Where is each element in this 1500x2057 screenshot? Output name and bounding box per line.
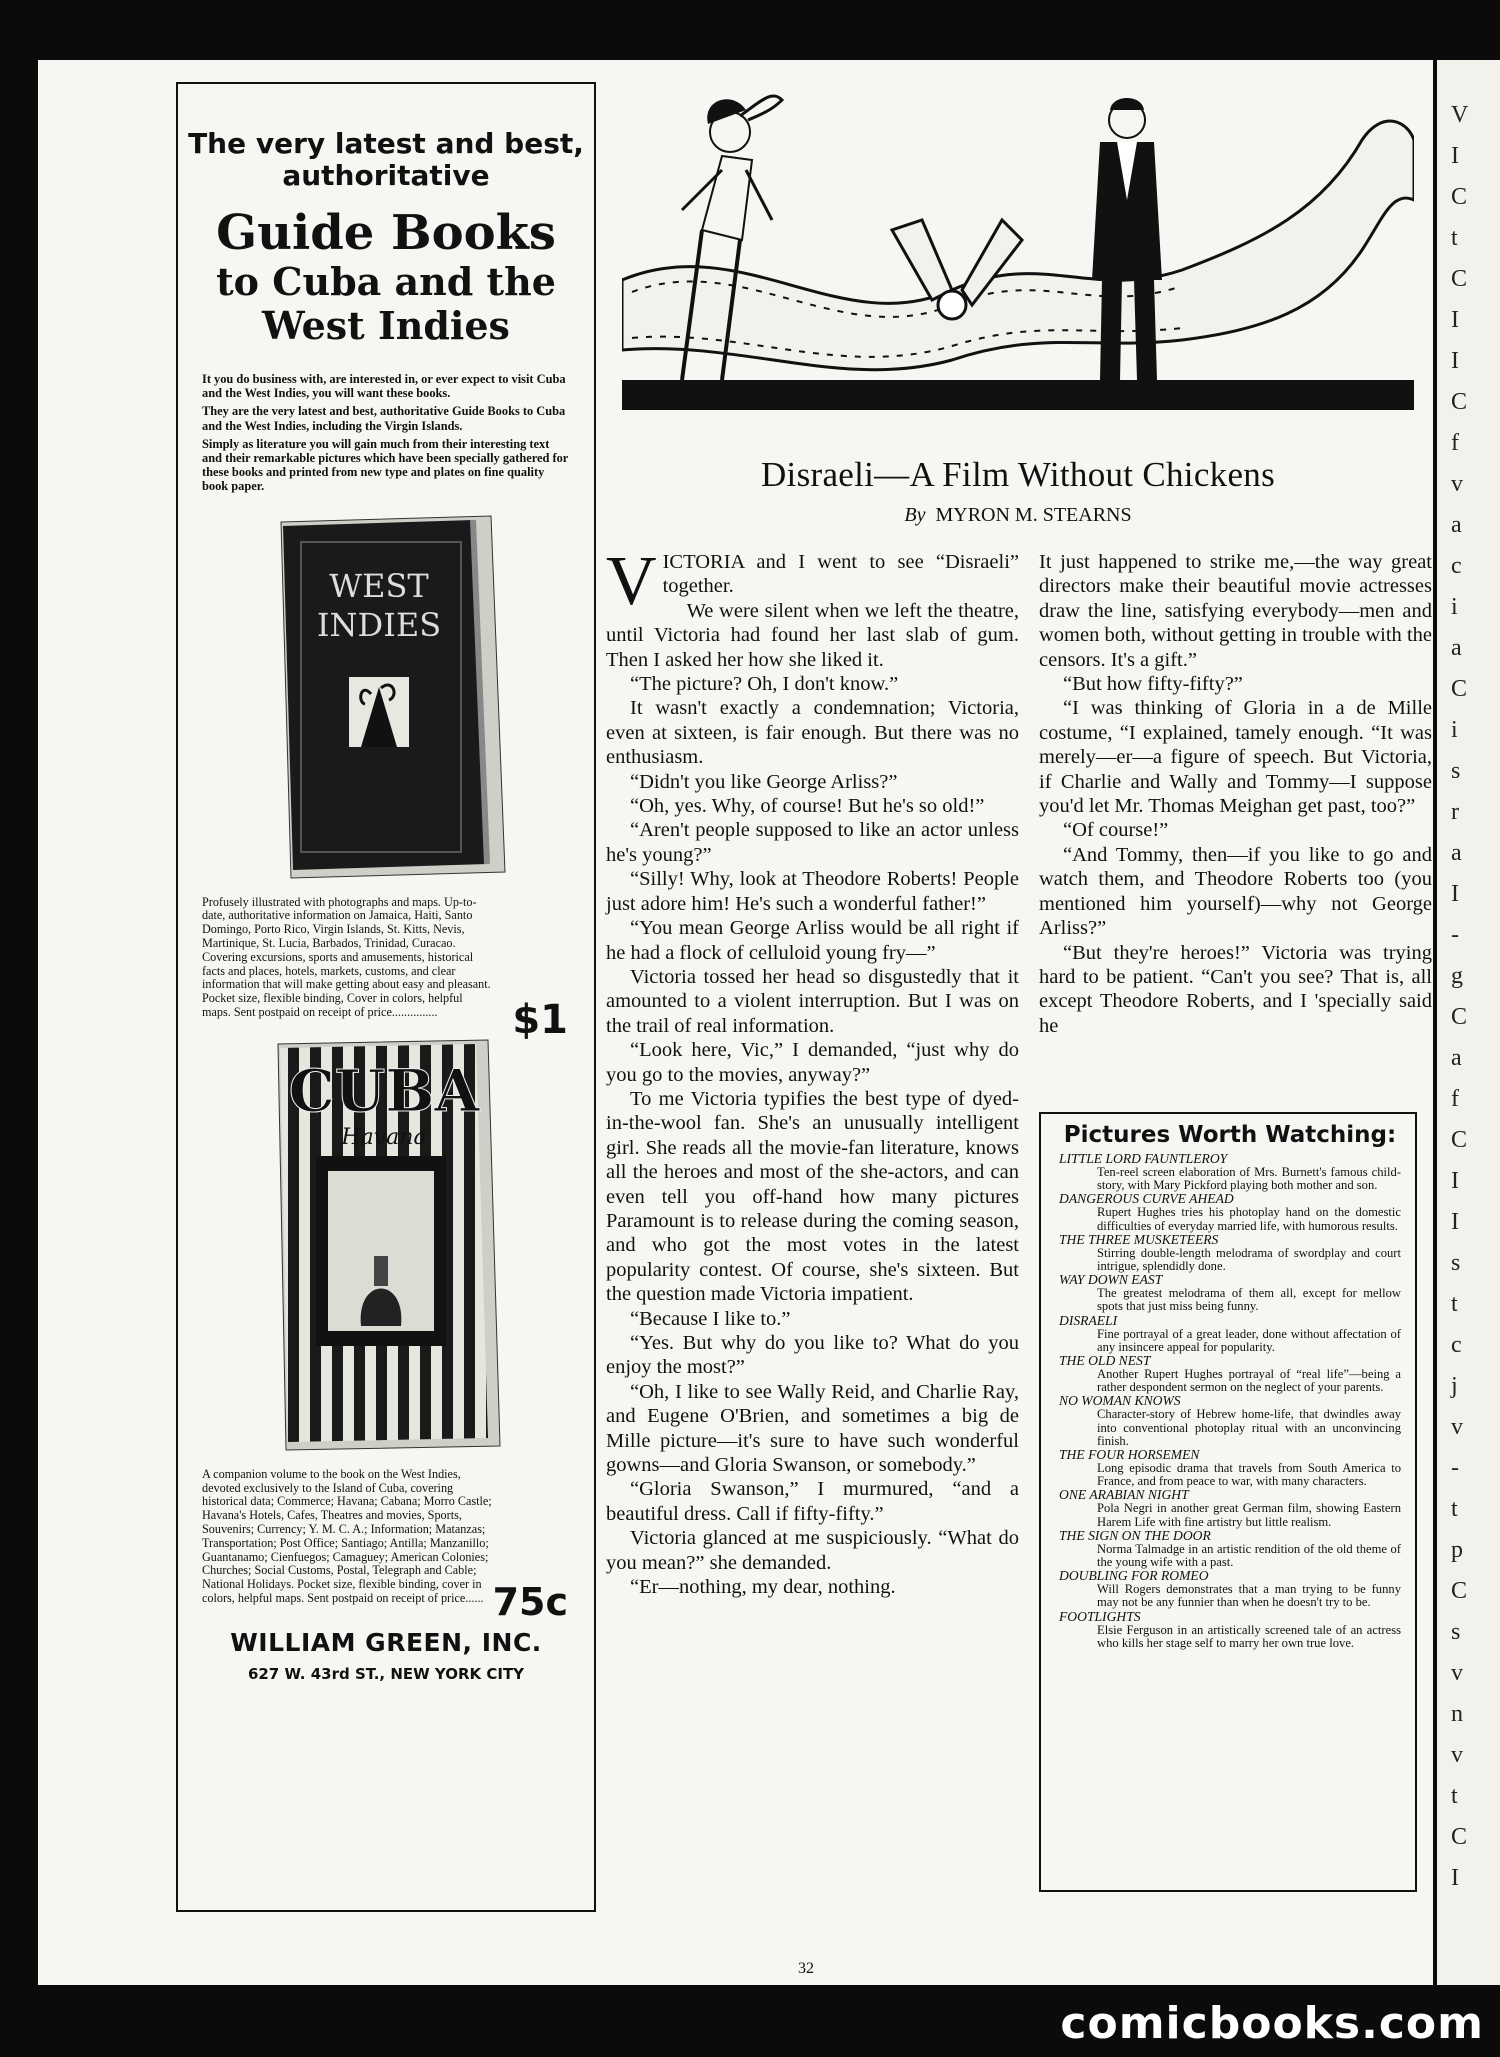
page-number: 32 <box>798 1960 814 1977</box>
movie-entry <box>1059 1314 1401 1354</box>
film-ribbon-illustration <box>622 80 1414 420</box>
facing-page-letter: v <box>1451 471 1463 497</box>
movie-entry <box>1059 1610 1401 1650</box>
facing-page-letter: t <box>1451 1783 1458 1809</box>
facing-page-letter: I <box>1451 1209 1459 1235</box>
ad-address: 627 W. 43rd ST., NEW YORK CITY <box>247 1664 525 1683</box>
facing-page-letter: v <box>1451 1414 1463 1440</box>
facing-page-letter: a <box>1451 512 1462 538</box>
cuba-price: 75c <box>492 1579 568 1624</box>
cuba-description-text: A companion volume to the book on the West Indies, devoted exclusively to the Island of Cuba, covering historical data; Commerce; Havana; Cabana; Morro Castle; Havana's Hotels, Cafes, Theatres and movies, Sports, Souvenirs; Currency; Y. M. C. A.; Information; Matanzas; Transportation; Post Office; Santiago; Antilla; Manzanillo; Guantanamo; Cienfuegos; Camaguey; American Colonies; Churches; Social Customs, Postal, Telegraph and Cable; National Holidays. Pocket size, flexible binding, cover in colors, helpful maps. Sent postpaid on receipt of price...... <box>202 1466 492 1605</box>
movie-title: THE THREE MUSKETEERS <box>1059 1231 1219 1247</box>
facing-page-letter: a <box>1451 1045 1462 1071</box>
facing-page-letter: f <box>1451 430 1459 456</box>
movie-title: THE OLD NEST <box>1059 1353 1151 1369</box>
facing-page-letter: I <box>1451 348 1459 374</box>
west-indies-description-text: Profusely illustrated with photographs and maps. Up-to-date, authoritative information on Jamaica, Haiti, Santo Domingo, Porto Rico, Virgin Islands, St. Kitts, Nevis, Martinique, St. Lucia, Barbados, Trinidad, Curacao. Covering excursions, sports and amusements, historical facts and places, hotels, markets, customs, and clear information that will make getting about easy and pleasant. Pocket size, flexible binding, Cover in colors, helpful maps. Sent postpaid on receipt of price............... <box>202 894 491 1019</box>
article-paragraph: We were silent when we left the theatre, until Victoria had found her last slab of gum. Then I asked her how she liked it. <box>606 599 1019 671</box>
facing-page-letter: - <box>1451 922 1459 948</box>
facing-page-letter: I <box>1451 307 1459 333</box>
ad-intro-paragraph: Simply as literature you will gain much from their interesting text and their remarkable pictures which have been specially gathered for these books and printed from new type and plates on fine quality book paper. <box>202 436 569 494</box>
movie-description: Character-story of Hebrew home-life, that dwindles away into conventional photoplay ritual with an unconvincing finish. <box>1097 1407 1401 1448</box>
article-paragraph: Victoria tossed her head so disgustedly that it amounted to a violent interruption. But I was on the trail of real information. <box>606 965 1019 1037</box>
movie-entry <box>1059 1233 1401 1273</box>
article-paragraph: “Look here, Vic,” I demanded, “just why do you go to the movies, anyway?” <box>606 1039 1019 1086</box>
west-indies-price: $1 <box>512 997 568 1043</box>
movie-entry <box>1059 1273 1401 1313</box>
facing-page-letter: C <box>1451 1824 1468 1850</box>
drop-cap: V <box>606 543 657 620</box>
movie-title: ONE ARABIAN NIGHT <box>1059 1487 1189 1503</box>
facing-page-letter: c <box>1451 553 1462 579</box>
facing-page-letter: s <box>1451 1250 1461 1276</box>
facing-page-letter: i <box>1451 594 1458 620</box>
facing-page-letter: f <box>1451 1086 1459 1112</box>
west-indies-book-title: INDIES <box>316 605 442 644</box>
movie-title: WAY DOWN EAST <box>1059 1272 1163 1288</box>
cuba-book-subtitle: Havana <box>341 1124 427 1150</box>
facing-page-letter: I <box>1451 1865 1459 1891</box>
west-indies-description <box>202 894 572 1043</box>
article-paragraph: “And Tommy, then—if you like to go and watch them, and Theodore Roberts too (you mentioned him yourself)—why not George Arliss?” <box>1039 843 1432 940</box>
facing-page-letter: a <box>1451 840 1462 866</box>
movie-title: FOOTLIGHTS <box>1059 1608 1141 1624</box>
cuba-book-title: CUBA <box>288 1056 480 1125</box>
article-paragraph: “Aren't people supposed to like an actor unless he's young?” <box>606 819 1019 866</box>
movie-title: DOUBLING FOR ROMEO <box>1059 1568 1209 1584</box>
article-paragraph: “But they're heroes!” Victoria was trying hard to be patient. “Can't you see? That is, all except Theodore Roberts, and I 'specially said he <box>1039 941 1432 1037</box>
article-paragraph: “Yes. But why do you like to? What do you enjoy the most?” <box>606 1332 1019 1379</box>
facing-page-letter: g <box>1451 963 1463 989</box>
facing-page-edge <box>1437 60 1500 1985</box>
facing-page-letter: a <box>1451 635 1462 661</box>
article-paragraph: “Gloria Swanson,” I murmured, “and a beautiful dress. Call if fifty-fifty.” <box>606 1478 1019 1525</box>
movie-entry <box>1059 1529 1401 1569</box>
ad-publisher: WILLIAM GREEN, INC. <box>230 1627 542 1657</box>
movie-title: LITTLE LORD FAUNTLEROY <box>1059 1151 1228 1166</box>
article-paragraph-text: ICTORIA and I went to see “Disraeli” together. <box>662 551 1019 598</box>
movie-description: Another Rupert Hughes portrayal of “real life”—being a rather despondent sermon on the neglect of your parents. <box>1097 1367 1401 1395</box>
movie-description: Elsie Ferguson in an artistically screened tale of an actress who kills her stage self to marry her own true love. <box>1097 1622 1401 1650</box>
facing-page-letter: C <box>1451 389 1468 415</box>
movie-description: Fine portrayal of a great leader, done without affectation of any insincere appeal for popularity. <box>1097 1326 1401 1354</box>
watermark: comicbooks.com <box>1060 1998 1484 2049</box>
article-paragraph: “Didn't you like George Arliss?” <box>630 770 898 793</box>
movie-description: Pola Negri in another great German film, showing Eastern Harem Life with fine artistry but little realism. <box>1097 1501 1401 1529</box>
article-title: Disraeli—A Film Without Chickens <box>760 455 1276 494</box>
movie-title: DISRAELI <box>1059 1312 1118 1328</box>
movie-entry <box>1059 1354 1401 1394</box>
box-title: Pictures Worth Watching: <box>1063 1122 1397 1148</box>
cuba-description <box>202 1466 572 1624</box>
movie-description: Will Rogers demonstrates that a man trying to be funny may not be any funnier than when he doesn't try to be. <box>1097 1582 1401 1610</box>
facing-page-letter: I <box>1451 1168 1459 1194</box>
facing-page-letter: n <box>1451 1701 1463 1727</box>
ad-guide-books-title: Guide Books <box>216 205 556 261</box>
movie-description: Rupert Hughes tries his photoplay hand on the domestic difficulties of everyday married life, with humorous results. <box>1097 1205 1401 1233</box>
article-column-1 <box>606 543 1019 1599</box>
facing-page-letter: r <box>1451 799 1459 825</box>
facing-page-letter: I <box>1451 881 1459 907</box>
article-paragraph: “I was thinking of Gloria in a de Mille costume, “I explained, tamely enough. “It was merely—er—a figure of speech. But Victoria, if Charlie and Wally and Tommy—I suppose you'd let Mr. Thomas Meighan get past, too?” <box>1039 697 1432 818</box>
movie-title: THE SIGN ON THE DOOR <box>1059 1527 1211 1543</box>
article-paragraph: “Er—nothing, my dear, nothing. <box>630 1576 896 1599</box>
movie-title: THE FOUR HORSEMEN <box>1059 1447 1200 1463</box>
article-column-2 <box>1039 550 1432 1038</box>
byline-author: MYRON M. STEARNS <box>935 504 1132 526</box>
facing-page-letter: C <box>1451 676 1468 702</box>
facing-page-letter: t <box>1451 1496 1458 1522</box>
magazine-page <box>38 60 1438 1985</box>
ad-intro-paragraph: It you do business with, are interested in, or ever expect to visit Cuba and the West Indies, you will want these books. <box>202 372 566 401</box>
facing-page-letter: p <box>1451 1537 1463 1563</box>
article-paragraph: “But how fifty-fifty?” <box>1063 673 1243 696</box>
article-paragraph: “Oh, yes. Why, of course! But he's so old!” <box>630 795 985 818</box>
movie-description: Ten-reel screen elaboration of Mrs. Burnett's famous child-story, with Mary Pickford playing both mother and son. <box>1097 1165 1401 1193</box>
facing-page-letter: - <box>1451 1455 1459 1481</box>
article-paragraph: “Because I like to.” <box>630 1307 791 1330</box>
article-paragraph: It just happened to strike me,—the way great directors make their beautiful movie actresses draw the line, satisfying everybody—men and women both, without getting in trouble with the censors. It's a gift.” <box>1039 551 1432 671</box>
article-byline <box>622 504 1414 527</box>
facing-page-letter: V <box>1451 102 1469 128</box>
movie-description: Long episodic drama that travels from South America to France, and from peace to war, with many characters. <box>1097 1461 1401 1489</box>
movie-entry <box>1059 1448 1401 1488</box>
movie-title: NO WOMAN KNOWS <box>1059 1393 1181 1409</box>
article-paragraph: It wasn't exactly a condemnation; Victoria, even at sixteen, is fair enough. But there was no enthusiasm. <box>606 697 1019 769</box>
ad-cuba-west-indies-title: to Cuba and the West Indies <box>216 259 556 348</box>
movie-entry <box>1059 1488 1401 1528</box>
facing-page-letter: C <box>1451 184 1468 210</box>
article-paragraph: To me Victoria typifies the best type of dyed-in-the-wool fan. She's an unusually intelligent girl. She reads all the movie-fan literature, knows all the heroes and most of the she-actors, and can even tell you off-hand how many pictures Paramount is to release during the coming season, and who got the most votes in the latest popularity contest. Of course, she's sixteen. But the question made Victoria impatient. <box>606 1087 1019 1306</box>
movie-description: The greatest melodrama of them all, except for mellow spots that just miss being funny. <box>1097 1286 1401 1314</box>
article-paragraph: “The picture? Oh, I don't know.” <box>630 673 899 696</box>
facing-page-letter: v <box>1451 1742 1463 1768</box>
article-paragraph <box>606 543 1019 620</box>
facing-page-letter: t <box>1451 225 1458 251</box>
facing-page-letter: C <box>1451 1127 1468 1153</box>
west-indies-book-image <box>261 512 511 882</box>
movie-description: Norma Talmadge in an artistic rendition of the old theme of the young wife with a past. <box>1097 1541 1401 1570</box>
movie-entry <box>1059 1152 1401 1192</box>
article-paragraph: Victoria glanced at me suspiciously. “What do you mean?” she demanded. <box>606 1527 1019 1574</box>
facing-page-letter: I <box>1451 143 1459 169</box>
facing-page-letter: c <box>1451 1332 1462 1358</box>
facing-page-letter: C <box>1451 266 1468 292</box>
ad-intro-paragraph: They are the very latest and best, authoritative Guide Books to Cuba and the West Indies, including the Virgin Islands. <box>202 404 566 433</box>
movie-entry <box>1059 1192 1401 1232</box>
facing-page-letter: v <box>1451 1660 1463 1686</box>
west-indies-book-title: WEST <box>329 566 429 605</box>
movie-title: DANGEROUS CURVE AHEAD <box>1059 1191 1234 1207</box>
ad-intro <box>202 372 572 494</box>
article-paragraph: “Of course!” <box>1063 819 1169 842</box>
article-paragraph: “Silly! Why, look at Theodore Roberts! People just adore him! He's such a wonderful father!” <box>606 868 1019 915</box>
facing-page-letter: s <box>1451 1619 1461 1645</box>
facing-page-letter: C <box>1451 1004 1468 1030</box>
facing-page-letter: C <box>1451 1578 1468 1604</box>
facing-page-letter: s <box>1451 758 1461 784</box>
movie-entry <box>1059 1394 1401 1448</box>
cuba-book-image <box>266 1036 506 1456</box>
facing-page-letter: t <box>1451 1291 1458 1317</box>
article-paragraph: “You mean George Arliss would be all right if he had a flock of celluloid young fry—” <box>606 917 1019 964</box>
guide-books-advertisement <box>176 82 596 1912</box>
movie-description: Stirring double-length melodrama of swordplay and court intrigue, splendidly done. <box>1097 1245 1401 1274</box>
facing-page-letter: i <box>1451 717 1458 743</box>
ad-headline: The very latest and best, authoritative <box>188 127 584 192</box>
movie-entry <box>1059 1569 1401 1609</box>
byline-by: By <box>904 504 926 526</box>
facing-page-letter: j <box>1451 1373 1458 1399</box>
article-paragraph: “Oh, I like to see Wally Reid, and Charlie Ray, and Eugene O'Brien, and sometimes a big de Mille picture—it's sure to have such wonderful gowns—and Gloria Swanson, or somebody.” <box>606 1380 1019 1477</box>
pictures-worth-watching-box <box>1039 1112 1417 1892</box>
